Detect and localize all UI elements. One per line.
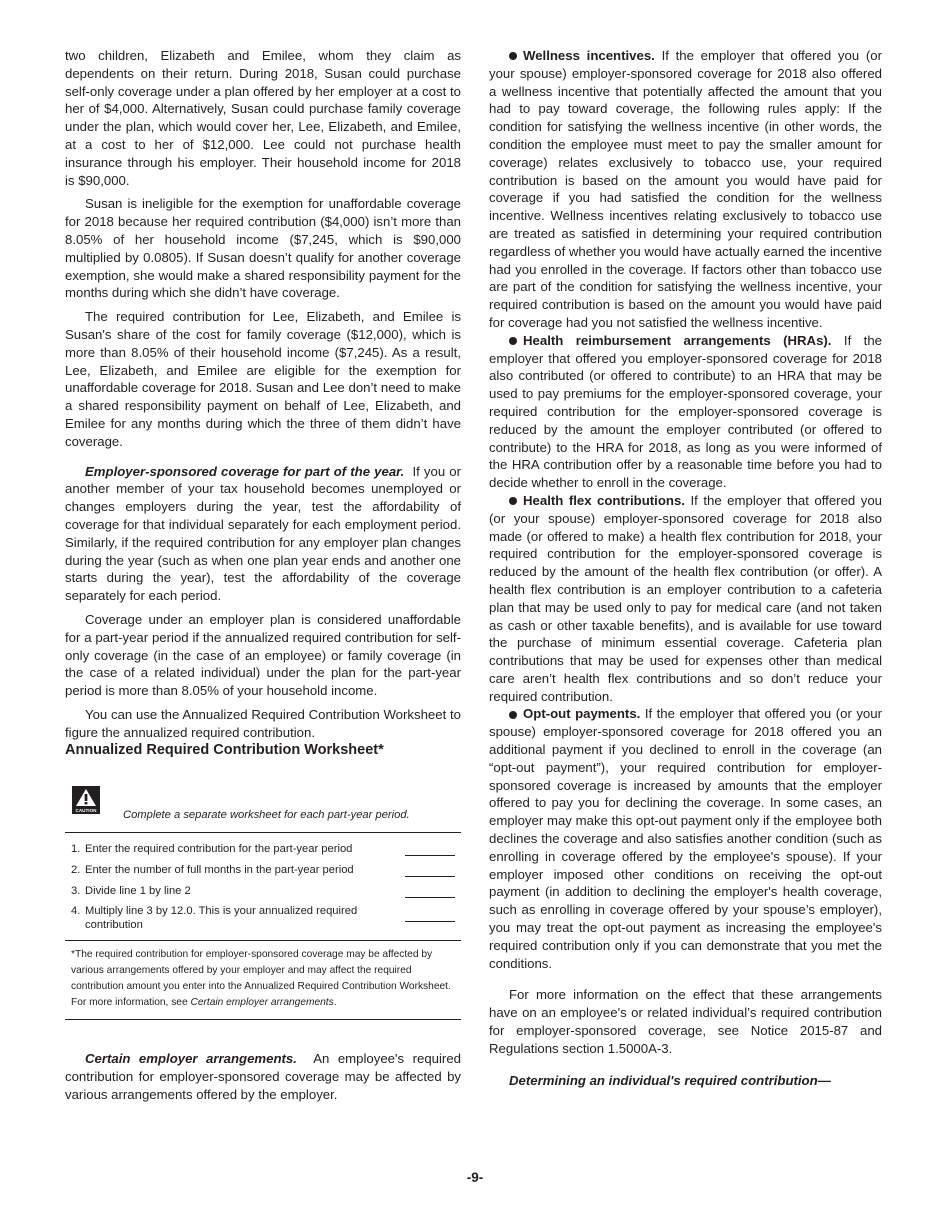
line-number: 4.: [71, 905, 81, 918]
paragraph-part-year: [65, 463, 461, 605]
footnote-end: .: [333, 997, 337, 1009]
left-column: [65, 47, 461, 1110]
employer-arrangements-body: An employee's required contribution for employer-sponsored coverage may be affected by various arrangements offered by the employer.: [65, 1051, 461, 1103]
worksheet-line-4: [65, 904, 461, 932]
wellness-body: If the employer that offered you (or your spouse) employer-sponsored coverage for 2018 also offered a wellness incentive that potentially affected the amount that you had to pay toward coverage, the following rules apply: If the condition for satisfying the wellness incentive (in other words, the condition the employee must meet to pay the smaller amount for coverage) relates exclusively to tobacco use, your required contribution is based on the amount you would have paid for coverage if you had satisfied the condition for the wellness incentive. Wellness incentives relating exclusively to tobacco use are treated as satisfied in determining your required contribution regardless of whether you would have actually earned the incentive had you enrolled in the coverage. If factors other than tobacco use are part of the condition for satisfying the wellness incentive, your required contribution is based on the amount you would have paid for coverage had you not satisfied the wellness incentive.: [489, 48, 883, 330]
line-3-entry-field[interactable]: [405, 883, 455, 898]
page-number: -9-: [466, 1170, 484, 1185]
opt-out-heading: Opt-out payments.: [523, 706, 641, 722]
line-2-entry-field[interactable]: [405, 862, 455, 877]
worksheet-lines: [65, 841, 461, 932]
part-year-body: If you or another member of your tax household becomes unemployed or changes employers during the year, test the affordability of coverage for that individual separately for each employment period. Similarly, if the required contribution for any employer plan changes during the year (such as when one plan year ends and another one starts during the year), test the affordability of the coverage separately for each period.: [65, 463, 461, 604]
worksheet-line-2: [65, 862, 461, 877]
health-flex-heading: Health flex contributions.: [523, 492, 685, 508]
bullet-icon: [509, 52, 517, 60]
caution-icon: [72, 786, 100, 814]
annualized-worksheet: [65, 741, 461, 1020]
bullet-icon: [509, 711, 517, 719]
run-in-heading-determining: Determining an individual's required contribution—: [509, 1072, 831, 1088]
paragraph-use-worksheet: You can use the Annualized Required Contribution Worksheet to figure the annualized required contribution.: [65, 706, 461, 740]
line-number: 1.: [71, 843, 81, 856]
paragraph-susan-example: two children, Elizabeth and Emilee, whom they claim as dependents on their return. During 2018, Susan could purchase self-only coverage under a plan offered by her employer at a cost to her of $4,000. Alternatively, Susan could purchase family coverage under the plan, which would cover her, Lee, Elizabeth, and Emilee, at a cost to her of $12,000. Lee could not purchase health insurance through his employer. Their household income for 2018 is $90,000.: [65, 48, 461, 188]
wellness-heading: Wellness incentives.: [523, 48, 655, 63]
line-text: Enter the number of full months in the part-year period: [85, 864, 354, 877]
paragraph-family-contribution: The required contribution for Lee, Elizabeth, and Emilee is Susan's share of the cost for family coverage ($12,000), which is more than 8.05% of their household income ($7,245). As a result, Lee, Elizabeth, and Emilee are eligible for the exemption for unaffordable coverage for 2018. Susan and Lee don’t need to make a shared responsibility payment on behalf of Lee, Elizabeth, and Emilee for any months during which the three of them didn’t have coverage.: [65, 309, 461, 449]
right-column: [489, 47, 882, 1095]
hra-body: If the employer that offered you employer-sponsored coverage for 2018 also contributed (or offered to contribute) to an HRA that may be used to pay premiums for the employer-sponsored coverage, your required contribution for the employer-sponsored coverage is reduced by the amount the employer contributed (or offered to contribute) to the HRA for 2018, as long as you were informed of the HRA contribution offer by a reasonable time before you had to decide whether to enroll in the coverage.: [489, 332, 883, 491]
hra-heading: Health reimbursement arrangements (HRAs).: [523, 332, 832, 348]
bullet-health-flex: [489, 492, 882, 706]
paragraph-more-information: For more information on the effect that these arrangements have on an employee's or related individual’s required contribution for employer-sponsored coverage, see Notice 2015-87 and Regulations section 1.5000A-3.: [489, 987, 882, 1056]
run-in-heading-part-year: Employer-sponsored coverage for part of the year.: [85, 463, 405, 479]
paragraph-unaffordable-part-year: Coverage under an employer plan is considered unaffordable for a part-year period if the annualized required contribution for self-only coverage (in the case of an employee) or family coverage (in the case of a related individual) under the plan for the part-year period is more than 8.05% of your household income.: [65, 611, 461, 699]
bullet-opt-out: [489, 705, 882, 972]
caution-row: [65, 774, 461, 833]
run-in-heading-employer-arrangements: Certain employer arrangements.: [85, 1051, 297, 1067]
paragraph-determining-contribution: [489, 1072, 882, 1090]
worksheet-footnote: [65, 940, 461, 1020]
line-1-entry-field[interactable]: [405, 841, 455, 856]
line-text: Multiply line 3 by 12.0. This is your annualized required contribution: [85, 905, 358, 932]
worksheet-title: Annualized Required Contribution Worksheet*: [65, 742, 384, 759]
line-text: Enter the required contribution for the part-year period: [85, 843, 353, 856]
opt-out-body: If the employer that offered you (or your spouse) employer-sponsored coverage for 2018 offered you an additional payment if you declined to enroll in the coverage (an “opt-out payment”), your required contribution for employer-sponsored coverage is increased by amounts that the employer offered to pay you for declining the coverage. In some cases, an employer may make this opt-out payment only if the employee both declines the coverage and also satisfies another condition (such as enrolling in coverage offered by the employee's spouse). If your employer imposed other conditions on receiving the opt-out payment (in addition to declining the employer's health coverage, such as enrolling in coverage offered by your spouse’s employer), you may treat the opt-out payment as increasing the employee's required contribution only if you can demonstrate that you met the conditions.: [489, 706, 882, 971]
footnote-reference: Certain employer arrangements: [190, 997, 334, 1009]
health-flex-body: If the employer that offered you (or your spouse) employer-sponsored coverage for 2018 also made (or offered to make) a health flex contribution for 2018, your required contribution for the employer-sponsored coverage is reduced by the amount of the health flex contribution (or offer). A health flex contribution is an employer contribution to a cafeteria plan that may be used only to pay for medical care (and not taken as cash or other taxable benefits), and is available for use toward the purchase of minimum essential coverage. Cafeteria plan contributions that may be used for expenses other than medical care aren’t health flex contributions and so don’t reduce your required contribution.: [489, 492, 883, 704]
bullet-icon: [509, 337, 517, 345]
line-number: 3.: [71, 885, 81, 898]
footnote-text: *The required contribution for employer-sponsored coverage may be affected by various arrangements offered by your employer and may affect the required contribution amount you enter into the Annualized Required Contribution Worksheet. For more information, see: [71, 949, 451, 1009]
bullet-wellness-incentives: [489, 47, 882, 332]
line-number: 2.: [71, 864, 81, 877]
worksheet-line-3: [65, 883, 461, 898]
line-4-entry-field[interactable]: [405, 907, 455, 922]
paragraph-susan-ineligible: Susan is ineligible for the exemption for unaffordable coverage for 2018 because her required contribution ($4,000) isn’t more than 8.05% of her household income ($7,245, which is $90,000 multiplied by 0.0805). If Susan doesn’t qualify for another coverage exemption, she would make a shared responsibility payment for the months during which she didn’t have coverage.: [65, 196, 461, 301]
worksheet-line-1: [65, 841, 461, 856]
paragraph-employer-arrangements: [65, 1050, 461, 1103]
bullet-hras: [489, 332, 882, 492]
line-text: Divide line 1 by line 2: [85, 885, 191, 898]
caution-note: Complete a separate worksheet for each part-year period.: [123, 809, 410, 822]
bullet-icon: [509, 497, 517, 505]
caution-label: CAUTION: [75, 808, 97, 814]
